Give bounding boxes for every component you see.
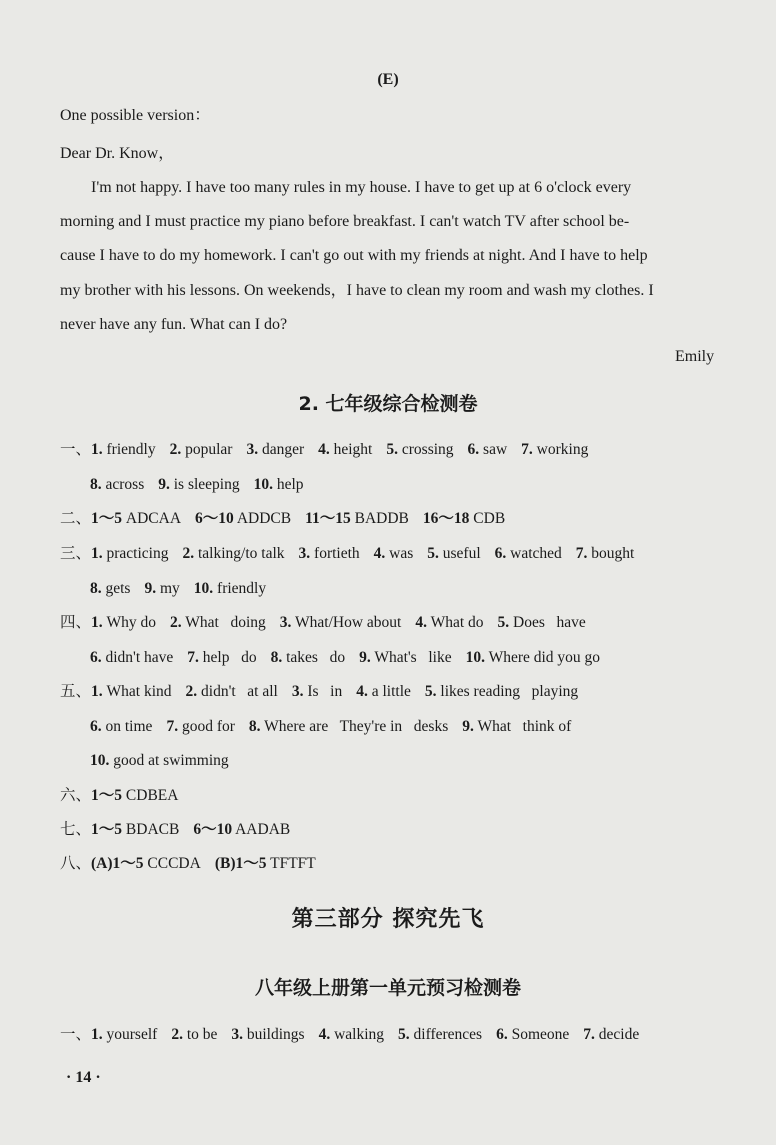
answer-number: 1. [91, 441, 103, 458]
question-group-number: 六、 [60, 787, 92, 804]
answer-number: 16～18 [422, 510, 470, 527]
answer-number: 4. [373, 545, 386, 562]
answer-row [60, 544, 634, 564]
answer-text: likes reading playing [440, 683, 579, 700]
answer-text: bought [591, 545, 635, 562]
answer-number: 10. [253, 476, 273, 493]
answer-number: 1. [91, 545, 103, 562]
answer-number: 5. [497, 614, 510, 631]
answer-number: 4. [318, 1026, 331, 1043]
answer-row [60, 1025, 639, 1045]
answer-text: friendly [217, 580, 267, 597]
answer-number: 3. [279, 614, 292, 631]
answer-text: Someone [511, 1026, 570, 1043]
letter-intro: One possible version： [60, 107, 211, 124]
letter-line: my brother with his lessons. On weekends，I have to clean my room and wash my clothes. I [60, 282, 654, 299]
answer-text: working [536, 441, 589, 458]
answer-text: danger [261, 441, 305, 458]
answer-number: 6. [90, 649, 102, 666]
answer-number: 8. [90, 476, 102, 493]
answer-text: What/How about [295, 614, 402, 631]
answer-number: 1～5 [91, 787, 123, 804]
answer-number: 1. [91, 683, 103, 700]
answer-number: 6～10 [193, 821, 233, 838]
letter-signature: Emily [675, 348, 715, 365]
answer-text: help [276, 476, 304, 493]
answer-text: Does have [513, 614, 586, 631]
answer-number: 1. [91, 1026, 103, 1043]
answer-text: Where are They're in desks [264, 718, 449, 735]
answer-number: 4. [318, 441, 330, 458]
answer-text: What kind [106, 683, 172, 700]
answer-number: 5. [386, 441, 398, 458]
question-group-number: 一、 [60, 1026, 92, 1043]
answer-row [60, 613, 586, 633]
answer-row [60, 820, 290, 840]
answer-text: is sleeping [173, 476, 240, 493]
answer-number: 9. [462, 718, 474, 735]
answer-number: 5. [424, 683, 437, 700]
answer-row [90, 717, 571, 737]
answer-text: AADAB [235, 821, 291, 838]
answer-text: takes do [286, 649, 346, 666]
answer-number: 6. [494, 545, 507, 562]
answer-number: 6～10 [195, 510, 234, 527]
answer-text: What think of [477, 718, 572, 735]
answer-text: a little [371, 683, 411, 700]
answer-text: my [159, 580, 180, 597]
answer-text: saw [483, 441, 508, 458]
answer-number: 1. [91, 614, 103, 631]
question-group-number: 二、 [60, 510, 92, 527]
answer-number: 10. [90, 752, 110, 769]
answer-text: on time [105, 718, 153, 735]
section-title: 2. 七年级综合检测卷 [298, 393, 478, 415]
letter-salutation: Dear Dr. Know， [60, 145, 175, 162]
question-group-number: 一、 [60, 441, 92, 458]
answer-number: 2. [170, 614, 182, 631]
answer-text: ADDCB [236, 510, 292, 527]
answer-row [60, 854, 316, 874]
answer-row [60, 682, 578, 702]
part-title: 第三部分 探究先飞 [291, 907, 485, 932]
answer-text: help do [202, 649, 257, 666]
answer-text: good at swimming [113, 752, 229, 769]
answer-text: was [389, 545, 414, 562]
letter-label: (E) [377, 71, 399, 88]
answer-number: 8. [90, 580, 102, 597]
answer-row [60, 786, 178, 806]
answer-number: 9. [158, 476, 170, 493]
answer-number: 9. [144, 580, 157, 597]
answer-number: 3. [291, 683, 304, 700]
answer-text: differences [413, 1026, 483, 1043]
answer-number: 2. [171, 1026, 183, 1043]
answer-number: 8. [270, 649, 283, 666]
answer-number: 7. [575, 545, 588, 562]
question-group-number: 七、 [60, 821, 92, 838]
answer-text: TFTFT [270, 855, 316, 872]
answer-text: didn't have [105, 649, 174, 666]
answer-text: popular [185, 441, 233, 458]
answer-text: watched [510, 545, 562, 562]
letter-line: I'm not happy. I have too many rules in my house. I have to get up at 6 o'clock every [91, 179, 632, 196]
answer-number: 7. [521, 441, 533, 458]
answer-number: 10. [193, 580, 214, 597]
question-group-number: 四、 [60, 614, 92, 631]
answer-row [90, 579, 266, 599]
answer-number: 11～15 [305, 510, 351, 527]
answer-text: talking/to talk [198, 545, 285, 562]
answer-text: practicing [106, 545, 169, 562]
answer-row [60, 509, 505, 529]
answer-number: 2. [182, 545, 195, 562]
answer-text: yourself [106, 1026, 158, 1043]
answer-number: 2. [185, 683, 198, 700]
answer-text: What's like [374, 649, 452, 666]
answer-number: 6. [90, 718, 102, 735]
answer-number: 5. [427, 545, 439, 562]
answer-number: 7. [187, 649, 199, 666]
letter-line: never have any fun. What can I do? [60, 316, 288, 333]
answer-text: decide [598, 1026, 640, 1043]
question-group-number: 五、 [60, 683, 92, 700]
question-group-number: 八、 [60, 855, 92, 872]
answer-text: BADDB [354, 510, 409, 527]
answer-text: CDB [473, 510, 506, 527]
answer-number: 4. [415, 614, 427, 631]
answer-number: 7. [166, 718, 179, 735]
answer-number: 3. [246, 441, 259, 458]
answer-text: ADCAA [125, 510, 182, 527]
answer-number: (B)1～5 [214, 855, 267, 872]
answer-text: What doing [185, 614, 266, 631]
answer-text: Where did you go [488, 649, 601, 666]
answer-text: What do [430, 614, 484, 631]
answer-number: 2. [169, 441, 182, 458]
answer-text: didn't at all [201, 683, 278, 700]
question-group-number: 三、 [60, 545, 92, 562]
answer-number: 7. [583, 1026, 595, 1043]
answer-text: gets [105, 580, 131, 597]
answer-number: 3. [298, 545, 311, 562]
answer-text: BDACB [125, 821, 180, 838]
answer-number: 1～5 [91, 821, 123, 838]
answer-number: (A)1～5 [91, 855, 144, 872]
unit-title: 八年级上册第一单元预习检测卷 [254, 977, 521, 999]
answer-number: 10. [465, 649, 485, 666]
answer-number: 6. [467, 441, 480, 458]
answer-row [90, 751, 229, 771]
answer-text: walking [334, 1026, 385, 1043]
answer-text: buildings [246, 1026, 305, 1043]
letter-line: morning and I must practice my piano before breakfast. I can't watch TV after school be- [60, 213, 630, 230]
answer-number: 3. [231, 1026, 243, 1043]
answer-row [90, 648, 600, 668]
answer-number: 9. [359, 649, 371, 666]
answer-number: 1～5 [91, 510, 123, 527]
answer-text: CDBEA [125, 787, 179, 804]
answer-text: friendly [106, 441, 156, 458]
answer-number: 8. [248, 718, 261, 735]
answer-number: 6. [496, 1026, 508, 1043]
page-number: · 14 · [66, 1069, 101, 1086]
answer-number: 4. [356, 683, 368, 700]
answer-row [60, 440, 588, 460]
answer-number: 5. [398, 1026, 410, 1043]
answer-text: Is in [307, 683, 343, 700]
answer-text: across [105, 476, 145, 493]
answer-text: crossing [401, 441, 454, 458]
answer-text: to be [186, 1026, 218, 1043]
answer-text: height [333, 441, 373, 458]
answer-text: CCCDA [147, 855, 201, 872]
answer-text: good for [181, 718, 235, 735]
answer-text: Why do [106, 614, 157, 631]
letter-line: cause I have to do my homework. I can't go out with my friends at night. And I have to help [60, 247, 648, 264]
answer-text: fortieth [314, 545, 360, 562]
answer-row [90, 475, 304, 495]
answer-text: useful [442, 545, 481, 562]
